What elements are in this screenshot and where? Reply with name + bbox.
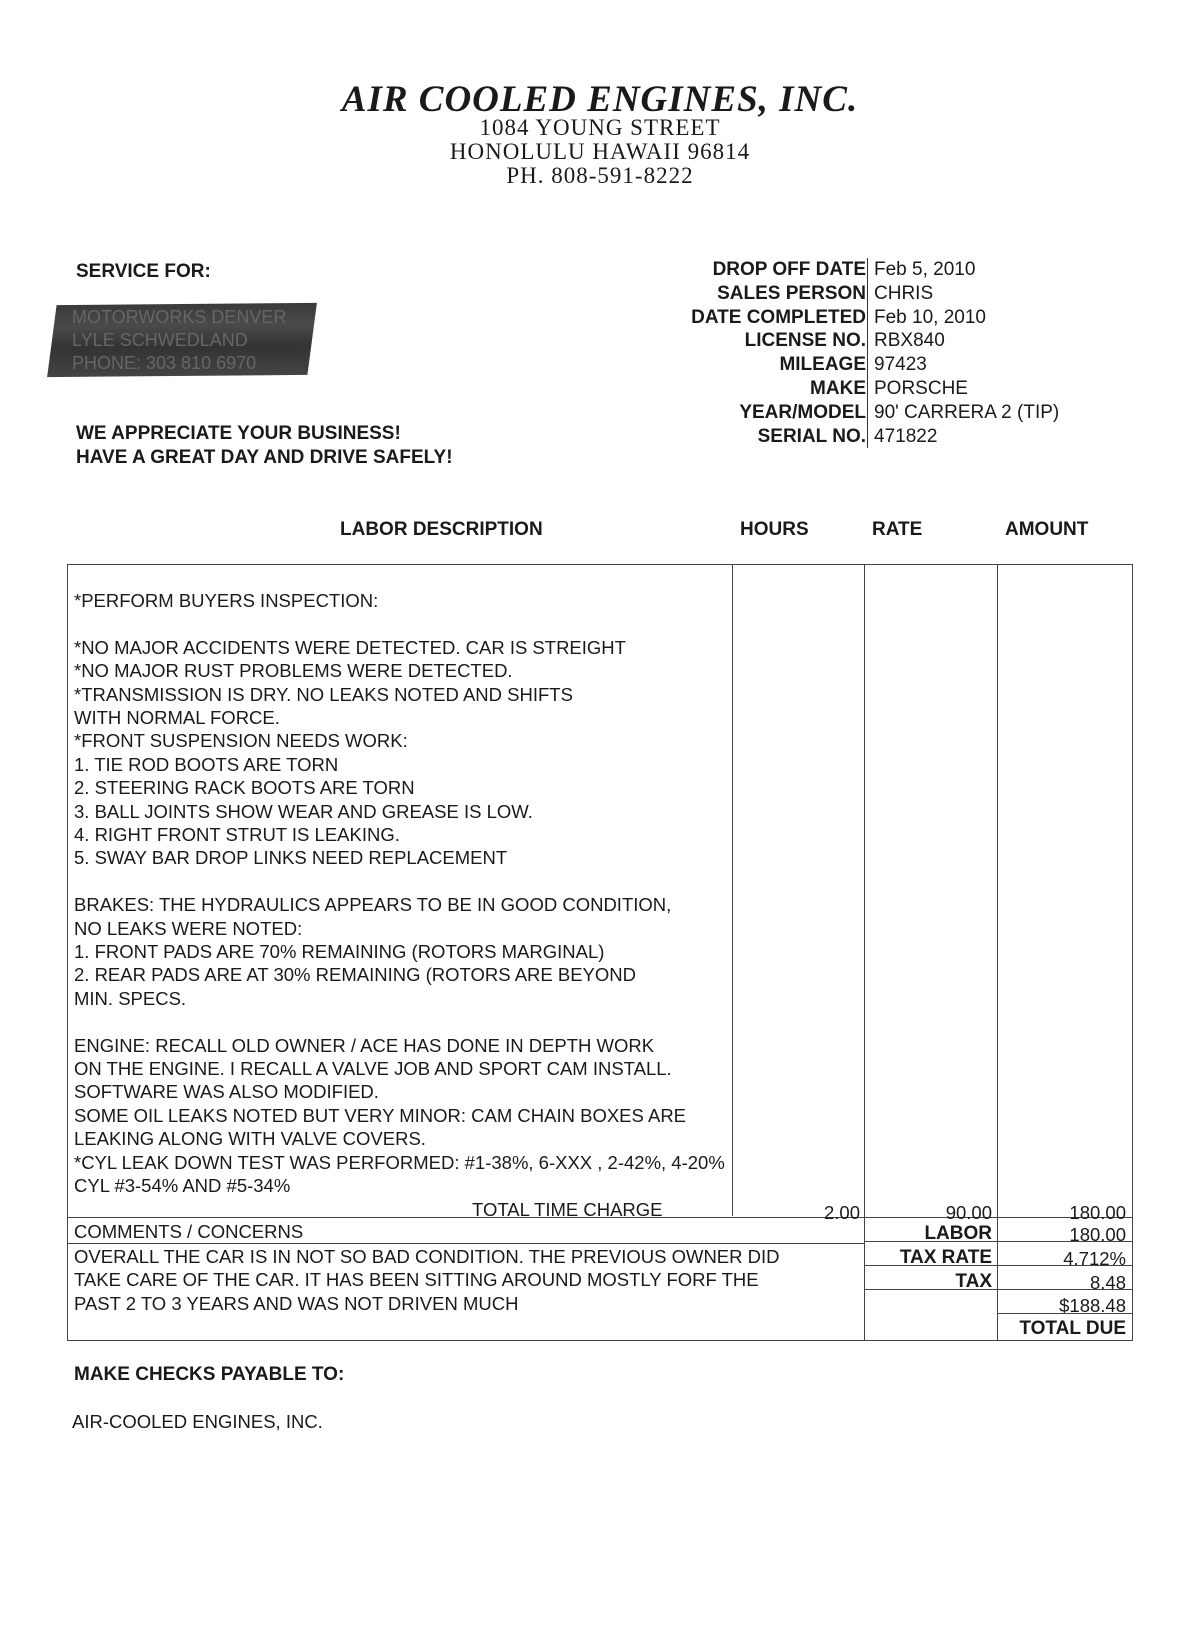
labor-description-header: LABOR DESCRIPTION bbox=[340, 519, 543, 540]
labor-line: MIN. SPECS. bbox=[74, 987, 187, 1009]
company-name: AIR COOLED ENGINES, INC. bbox=[341, 79, 859, 120]
labor-line: WITH NORMAL FORCE. bbox=[74, 707, 280, 729]
tax-value: 8.48 bbox=[1089, 1272, 1126, 1293]
labor-line: NO LEAKS WERE NOTED: bbox=[74, 917, 303, 939]
labor-line: BRAKES: THE HYDRAULICS APPEARS TO BE IN GOOD CONDITION, bbox=[74, 894, 672, 916]
info-labels bbox=[691, 258, 866, 448]
labor-label: LABOR bbox=[924, 1223, 992, 1244]
tax-rate-label: TAX RATE bbox=[899, 1247, 992, 1268]
labor-line: 5. SWAY BAR DROP LINKS NEED REPLACEMENT bbox=[74, 847, 508, 869]
labor-line bbox=[74, 1010, 764, 1033]
total-amount: 180.00 bbox=[1069, 1202, 1126, 1223]
labor-line: 1. TIE ROD BOOTS ARE TORN bbox=[74, 753, 339, 775]
labor-line: 4. RIGHT FRONT STRUT IS LEAKING. bbox=[74, 824, 400, 846]
labor-line: ENGINE: RECALL OLD OWNER / ACE HAS DONE IN DEPTH WORK bbox=[74, 1034, 655, 1056]
info-label: YEAR/MODEL bbox=[739, 401, 866, 423]
hours-header: HOURS bbox=[740, 519, 809, 540]
amount-column-divider bbox=[997, 564, 998, 1340]
payable-name: AIR-COOLED ENGINES, INC. bbox=[72, 1411, 323, 1432]
labor-line: ON THE ENGINE. I RECALL A VALVE JOB AND SPORT CAM INSTALL. bbox=[74, 1058, 672, 1080]
redacted-line: MOTORWORKS DENVER bbox=[72, 307, 287, 327]
total-hours: 2.00 bbox=[823, 1202, 860, 1223]
comment-line: PAST 2 TO 3 YEARS AND WAS NOT DRIVEN MUCH bbox=[74, 1293, 519, 1314]
total-rate: 90.00 bbox=[945, 1202, 992, 1223]
comments-label: COMMENTS / CONCERNS bbox=[74, 1221, 304, 1242]
thanks-line-2: HAVE A GREAT DAY AND DRIVE SAFELY! bbox=[76, 447, 453, 468]
labor-line: *TRANSMISSION IS DRY. NO LEAKS NOTED AND SHIFTS bbox=[74, 683, 573, 705]
labor-description bbox=[74, 589, 764, 1198]
comments-label-underline bbox=[67, 1243, 864, 1244]
total-due-value: $188.48 bbox=[1059, 1295, 1126, 1316]
labor-line: *FRONT SUSPENSION NEEDS WORK: bbox=[74, 730, 408, 752]
info-label: SERIAL NO. bbox=[757, 425, 866, 447]
info-label: DROP OFF DATE bbox=[712, 259, 866, 280]
labor-line: SOME OIL LEAKS NOTED BUT VERY MINOR: CAM CHAIN BOXES ARE bbox=[74, 1104, 687, 1126]
comment-line: TAKE CARE OF THE CAR. IT HAS BEEN SITTING AROUND MOSTLY FORF THE bbox=[74, 1269, 759, 1290]
info-value: 471822 bbox=[874, 425, 938, 447]
labor-line: LEAKING ALONG WITH VALVE COVERS. bbox=[74, 1128, 426, 1150]
labor-line bbox=[74, 870, 764, 893]
company-phone: PH. 808-591-8222 bbox=[506, 163, 694, 188]
rate-header: RATE bbox=[872, 519, 923, 540]
labor-value: 180.00 bbox=[1069, 1224, 1126, 1245]
amount-header: AMOUNT bbox=[1005, 519, 1089, 540]
total-due-label: TOTAL DUE bbox=[1019, 1318, 1126, 1339]
labor-line: 1. FRONT PADS ARE 70% REMAINING (ROTORS MARGINAL) bbox=[74, 941, 605, 963]
labor-line: 2. STEERING RACK BOOTS ARE TORN bbox=[74, 777, 415, 799]
company-street: 1084 YOUNG STREET bbox=[479, 115, 721, 140]
info-value: Feb 10, 2010 bbox=[874, 306, 986, 328]
info-label: LICENSE NO. bbox=[744, 330, 866, 352]
service-for-label: SERVICE FOR: bbox=[76, 261, 211, 282]
info-value: CHRIS bbox=[874, 282, 934, 304]
labor-line: *NO MAJOR ACCIDENTS WERE DETECTED. CAR IS STREIGHT bbox=[74, 636, 626, 658]
redacted-line: PHONE: 303 810 6970 bbox=[72, 353, 257, 373]
info-value: Feb 5, 2010 bbox=[874, 259, 976, 280]
total-time-label: TOTAL TIME CHARGE bbox=[472, 1199, 663, 1220]
labor-line: SOFTWARE WAS ALSO MODIFIED. bbox=[74, 1081, 379, 1103]
info-label: SALES PERSON bbox=[717, 282, 866, 304]
labor-line: 2. REAR PADS ARE AT 30% REMAINING (ROTORS ARE BEYOND bbox=[74, 964, 637, 986]
labor-line: *NO MAJOR RUST PROBLEMS WERE DETECTED. bbox=[74, 660, 513, 682]
company-city: HONOLULU HAWAII 96814 bbox=[449, 139, 751, 164]
rate-column-divider bbox=[864, 564, 865, 1340]
labor-line: CYL #3-54% AND #5-34% bbox=[74, 1175, 291, 1197]
info-value: PORSCHE bbox=[874, 377, 968, 399]
tax-label: TAX bbox=[955, 1271, 992, 1292]
info-label: MILEAGE bbox=[779, 354, 866, 376]
labor-line: 3. BALL JOINTS SHOW WEAR AND GREASE IS LOW. bbox=[74, 800, 533, 822]
info-label: MAKE bbox=[810, 377, 866, 399]
labor-line: *PERFORM BUYERS INSPECTION: bbox=[74, 590, 379, 611]
comment-line: OVERALL THE CAR IS IN NOT SO BAD CONDITION. THE PREVIOUS OWNER DID bbox=[74, 1246, 780, 1267]
payable-label: MAKE CHECKS PAYABLE TO: bbox=[74, 1364, 345, 1385]
info-label: DATE COMPLETED bbox=[691, 306, 866, 328]
info-values bbox=[867, 258, 1059, 448]
labor-line bbox=[74, 612, 764, 635]
info-value: 97423 bbox=[874, 354, 927, 376]
thanks-line-1: WE APPRECIATE YOUR BUSINESS! bbox=[76, 423, 401, 444]
labor-line: *CYL LEAK DOWN TEST WAS PERFORMED: #1-38%, 6-XXX , 2-42%, 4-20% bbox=[74, 1151, 725, 1173]
info-value: 90' CARRERA 2 (TIP) bbox=[874, 401, 1060, 423]
info-value: RBX840 bbox=[874, 330, 945, 352]
redacted-customer bbox=[72, 306, 286, 375]
redacted-line: LYLE SCHWEDLAND bbox=[72, 330, 248, 350]
tax-rate-value: 4.712% bbox=[1063, 1248, 1126, 1269]
